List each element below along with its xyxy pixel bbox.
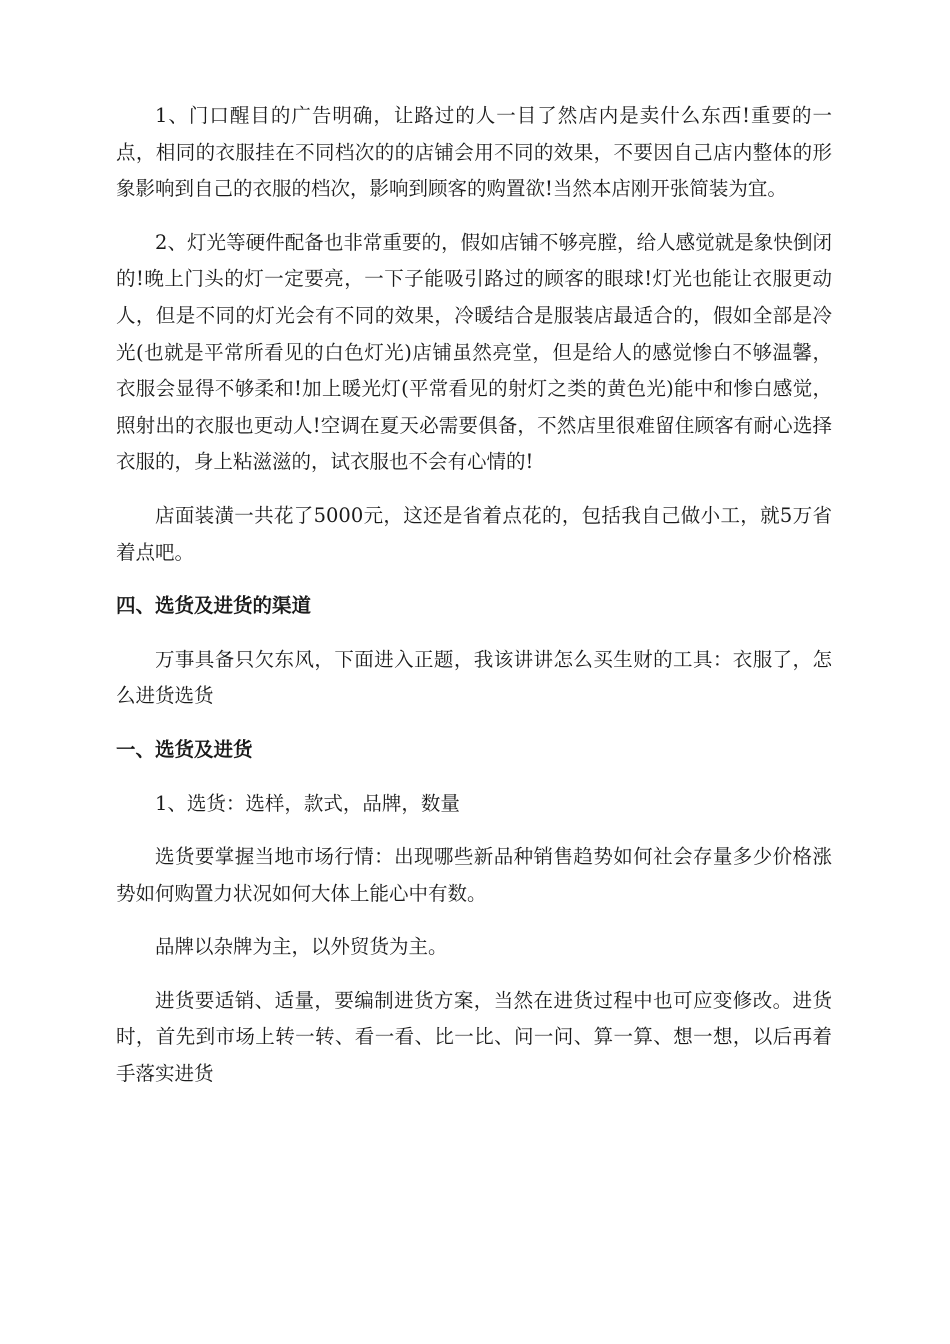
paragraph-selection-criteria: 1、选货：选样，款式，品牌，数量	[155, 791, 460, 815]
paragraph-purchase-plan: 进货要适销、适量，要编制进货方案，当然在进货过程中也可应变修改。进货时，首先到市场上转一转、看一看、比一比、问一问、算一算、想一想，以后再着手落实进货	[116, 988, 832, 1086]
paragraph-brand-choice: 品牌以杂牌为主，以外贸货为主。	[155, 935, 448, 959]
subsection-heading-selection: 一、选货及进货	[116, 737, 253, 761]
paragraph-market-research: 选货要掌握当地市场行情：出现哪些新品种销售趋势如何社会存量多少价格涨势如何购置力状况如何大体上能心中有数。	[116, 845, 832, 905]
paragraph-storefront-signage: 1、门口醒目的广告明确，让路过的人一目了然店内是卖什么东西!重要的一点，相同的衣服挂在不同档次的的店铺会用不同的效果，不要因自己店内整体的形象影响到自己的衣服的档次，影响到顾客的购置欲!当然本店刚开张简装为宜。	[116, 104, 832, 201]
section-heading-sourcing-channels: 四、选货及进货的渠道	[116, 594, 312, 618]
document-page	[116, 98, 832, 1110]
paragraph-intro: 万事具备只欠东风，下面进入正题，我该讲讲怎么买生财的工具：衣服了，怎么进货选货	[116, 647, 832, 708]
paragraph-decoration-cost: 店面装潢一共花了5000元，这还是省着点花的，包括我自己做小工，就5万省着点吧。	[116, 503, 832, 564]
paragraph-lighting: 2、灯光等硬件配备也非常重要的，假如店铺不够亮膛，给人感觉就是象快倒闭的!晚上门头的灯一定要亮，一下子能吸引路过的顾客的眼球!灯光也能让衣服更动人，但是不同的灯光会有不同的效果，冷暖结合是服装店最适合的，假如全部是冷光(也就是平常所看见的白色灯光)店铺虽然亮堂，但是给人的感觉惨白不够温馨，衣服会显得不够柔和!加上暖光灯(平常看见的射灯之类的黄色光)能中和惨白感觉，照射出的衣服也更动人!空调在夏天必需要俱备，不然店里很难留住顾客有耐心选择衣服的，身上粘滋滋的，试衣服也不会有心情的!	[116, 230, 832, 474]
